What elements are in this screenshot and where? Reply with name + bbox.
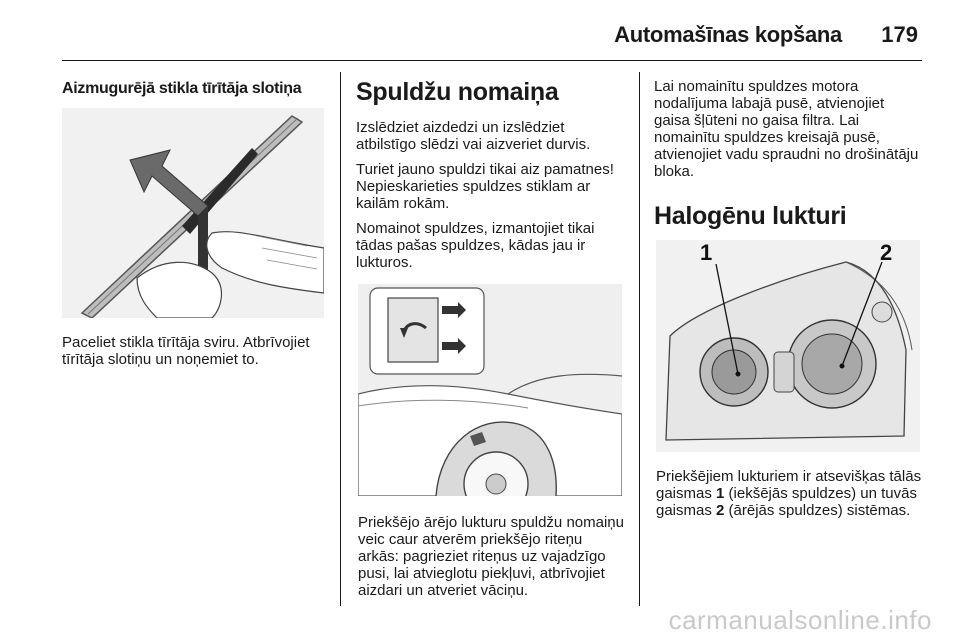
- halogen-caption: Priekšējiem lukturiem ir atsevišķas tālās gaismas 1 (iekšējās spuldzes) un tuvās gaismas 2 (ārējās spuldzes) sistēmas.: [656, 468, 922, 519]
- watermark: carmanualsonline.info: [668, 605, 932, 635]
- halogen-caption-wrap: [656, 468, 924, 519]
- column-divider-2: [639, 72, 640, 606]
- bulb-caption-wrap: [358, 514, 626, 599]
- page-number: 179: [881, 22, 918, 47]
- wiper-caption: Paceliet stikla tīrītāja sviru. Atbrīvojiet tīrītāja slotiņu un noņemiet to.: [62, 334, 310, 368]
- wheel-arch-caption: Priekšējo ārējo lukturu spuldžu nomaiņu veic caur atverēm priekšējo riteņu arkās: pagrieziet riteņus uz vajadzīgo pusi, lai atvieglotu piekļuvi, atbrīvojiet aizdari un atveriet vāciņu.: [358, 514, 624, 599]
- bulb-paragraph-3: Nomainot spuldzes, izmantojiet tikai tādas pašas spuldzes, kādas jau ir lukturos.: [356, 220, 595, 271]
- wiper-caption-wrap: [62, 334, 328, 368]
- callout-label-2: 2: [880, 240, 893, 265]
- column-wiper: [62, 70, 326, 98]
- section-title: Automašīnas kopšana: [614, 22, 842, 47]
- header-divider: [62, 60, 922, 61]
- wiper-blade-illustration: [62, 108, 324, 318]
- wheel-arch-access-illustration: [358, 284, 622, 496]
- column-divider-1: [340, 72, 341, 606]
- wiper-heading: Aizmugurējā stikla tīrītāja slotiņa: [62, 80, 302, 97]
- air-hose-paragraph: Lai nomainītu spuldzes motora nodalījuma labajā pusē, atvienojiet gaisa šļūteni no gaisa filtra. Lai nomainītu spuldzes kreisajā pusē, atvienojiet vadu spraudni no drošinātāju bloka.: [654, 78, 919, 180]
- bulb-paragraph-2: Turiet jauno spuldzi tikai aiz pamatnes! Nepieskarieties spuldzes stiklam ar kailām rokām.: [356, 161, 614, 212]
- page-header: [62, 14, 922, 58]
- column-bulbs: [356, 76, 624, 271]
- column-halogen: [654, 78, 922, 232]
- halogen-headlights-heading: Halogēnu lukturi: [654, 202, 847, 230]
- callout-label-1: 1: [700, 240, 713, 265]
- halogen-headlight-illustration: [656, 240, 920, 452]
- bulb-replacement-heading: Spuldžu nomaiņa: [356, 78, 559, 106]
- bulb-paragraph-1: Izslēdziet aizdedzi un izslēdziet atbilstīgo slēdzi vai aizveriet durvis.: [356, 119, 591, 153]
